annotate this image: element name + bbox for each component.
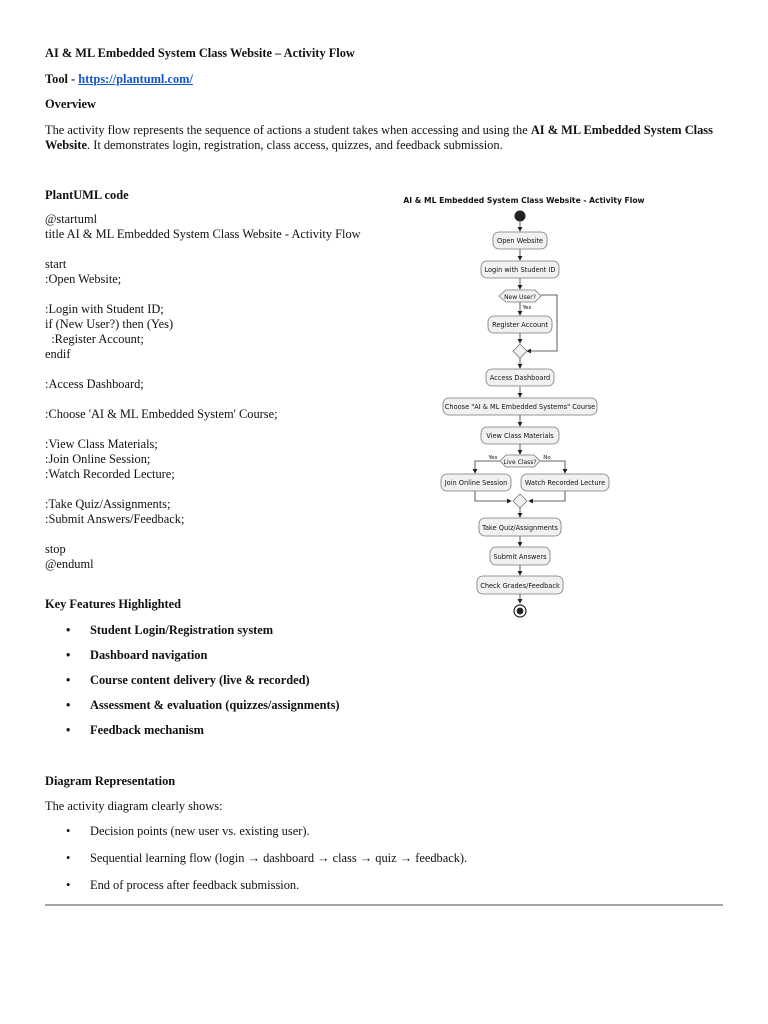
label-new-user: New User? — [504, 294, 536, 301]
label-live-yes: Yes — [488, 455, 498, 461]
label-join-online: Join Online Session — [444, 479, 508, 487]
start-node — [515, 211, 526, 222]
code-line: @enduml — [45, 557, 94, 571]
code-line: :Watch Recorded Lecture; — [45, 467, 175, 481]
code-line: :Login with Student ID; — [45, 302, 164, 316]
label-check-grades: Check Grades/Feedback — [480, 582, 560, 590]
overview-paragraph: The activity flow represents the sequence of actions a student takes when accessing and using the AI & ML Embedded System Class Website. It demonstrates login, registration, class access, quizzes, and feedback submission. — [45, 123, 713, 152]
features-heading: Key Features Highlighted — [45, 597, 182, 611]
overview-bold-site-name: AI & ML Embedded System Class Website — [45, 123, 713, 152]
diagram-title: AI & ML Embedded System Class Website - Activity Flow — [403, 196, 645, 205]
list-item: • Sequential learning flow (login → dashboard → class → quiz → feedback). — [45, 851, 467, 878]
label-dashboard: Access Dashboard — [489, 374, 551, 382]
diagram-intro: The activity diagram clearly shows: — [45, 799, 223, 813]
list-item: • Decision points (new user vs. existing user). — [45, 824, 467, 851]
list-item: • Feedback mechanism — [45, 723, 340, 748]
code-line: if (New User?) then (Yes) — [45, 317, 174, 331]
code-line: :Choose 'AI & ML Embedded System' Course; — [45, 407, 278, 421]
code-line: :Register Account; — [45, 332, 144, 346]
label-live-no: No — [543, 455, 551, 461]
label-watch-recorded: Watch Recorded Lecture — [524, 479, 606, 487]
tool-label: Tool - — [45, 72, 79, 86]
label-submit: Submit Answers — [493, 553, 547, 561]
arrow — [475, 491, 511, 501]
arrow — [529, 491, 565, 501]
list-item: • Assessment & evaluation (quizzes/assignments) — [45, 698, 340, 723]
list-item: • Student Login/Registration system — [45, 623, 340, 648]
end-node-core — [517, 608, 524, 615]
diagram-heading: Diagram Representation — [45, 774, 176, 788]
code-line: title AI & ML Embedded System Class Website - Activity Flow — [45, 227, 361, 241]
code-line: start — [45, 257, 67, 271]
list-item: • Course content delivery (live & recorded) — [45, 673, 340, 698]
plantuml-heading: PlantUML code — [45, 188, 129, 202]
list-item: • End of process after feedback submission. — [45, 878, 467, 905]
code-line: :Access Dashboard; — [45, 377, 144, 391]
label-live-class: Live Class? — [503, 459, 537, 466]
label-open-website: Open Website — [497, 237, 543, 245]
code-line: :Take Quiz/Assignments; — [45, 497, 171, 511]
label-choose-course: Choose "AI & ML Embedded Systems" Course — [444, 403, 596, 411]
label-take-quiz: Take Quiz/Assignments — [482, 524, 558, 532]
merge-node — [513, 344, 527, 358]
list-item: • Dashboard navigation — [45, 648, 340, 673]
overview-heading: Overview — [45, 97, 96, 111]
code-line: :Open Website; — [45, 272, 122, 286]
plantuml-link[interactable]: https://plantuml.com/ — [78, 72, 193, 86]
document-title: AI & ML Embedded System Class Website – Activity Flow — [45, 46, 355, 60]
label-view-materials: View Class Materials — [486, 432, 554, 440]
code-line: :Submit Answers/Feedback; — [45, 512, 185, 526]
label-login: Login with Student ID — [484, 266, 556, 274]
arrow — [540, 461, 565, 473]
label-yes: Yes — [522, 305, 532, 311]
merge-node — [513, 494, 527, 508]
code-line: stop — [45, 542, 66, 556]
arrow — [475, 461, 500, 473]
label-register: Register Account — [492, 321, 548, 329]
code-line: :View Class Materials; — [45, 437, 158, 451]
code-line: @startuml — [45, 212, 98, 226]
code-line: :Join Online Session; — [45, 452, 151, 466]
code-line: endif — [45, 347, 71, 361]
